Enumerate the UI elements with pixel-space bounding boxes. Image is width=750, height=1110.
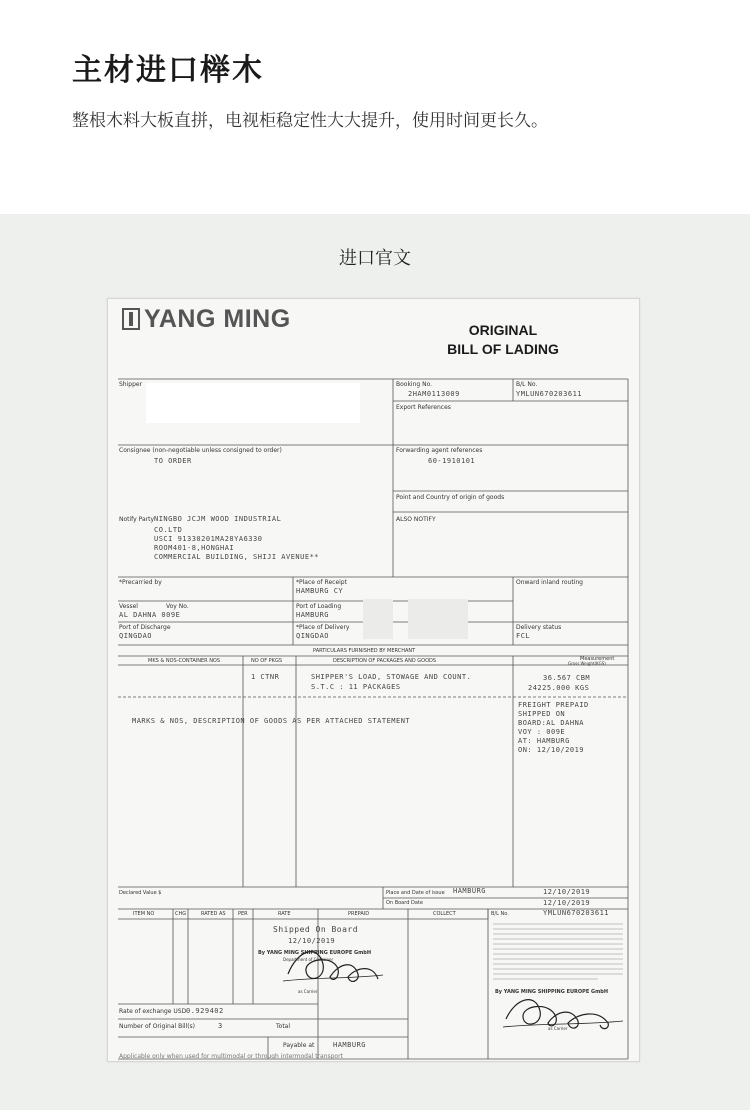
notify-line4: ROOM401-8,HONGHAI	[154, 544, 235, 552]
bill-of-lading-image	[107, 298, 640, 1062]
loading-label: Port of Loading	[296, 603, 342, 610]
notify-line1: NINGBO JCJM WOOD INDUSTRIAL	[154, 515, 282, 523]
col-measure: Measurement	[580, 656, 615, 662]
total-label: Total	[276, 1023, 291, 1030]
freight-line5: AT: HAMBURG	[518, 737, 570, 745]
redacted-shipper	[146, 383, 360, 423]
payable-value: HAMBURG	[333, 1041, 367, 1049]
declared-label: Declared Value $	[119, 890, 162, 896]
particulars-label: PARTICULARS FURNISHED BY MERCHANT	[313, 648, 416, 654]
precarriage-label: *Precarried by	[119, 579, 162, 586]
delivery-status-label: Delivery status	[516, 624, 562, 631]
desc-line1: SHIPPER'S LOAD, STOWAGE AND COUNT.	[311, 673, 472, 681]
onward-label: Onward inland routing	[516, 579, 583, 586]
payable-label: Payable at	[283, 1042, 315, 1049]
carrier-signature-icon	[498, 989, 628, 1034]
notify-line3: USCI 91330201MA28YA6330	[154, 535, 263, 543]
issue-date: 12/10/2019	[543, 888, 591, 896]
freight-line3: BOARD:AL DAHNA	[518, 719, 585, 727]
document-title-line2: BILL OF LADING	[447, 341, 559, 357]
yang-ming-logo-icon	[122, 308, 140, 330]
section-label: 进口官文	[339, 248, 411, 269]
document-title-line1: ORIGINAL	[468, 322, 538, 338]
delivery-status-value: FCL	[516, 632, 531, 640]
freight-line2: SHIPPED ON	[518, 710, 566, 718]
stamp-line3: By YANG MING SHIPPING EUROPE GmbH	[258, 950, 372, 956]
document-section	[0, 214, 750, 1110]
col-rate: RATE	[278, 911, 291, 917]
consignee-value: TO ORDER	[154, 457, 192, 465]
loading-value: HAMBURG	[296, 611, 330, 619]
weight-value: 24225.000 KGS	[528, 684, 590, 692]
freight-line1: FREIGHT PREPAID	[518, 701, 589, 709]
col-pkgs: NO OF PKGS	[251, 658, 283, 664]
booking-value: 2HAM0113009	[408, 390, 460, 398]
discharge-value: QINGDAO	[119, 632, 153, 640]
desc-line2: S.T.C : 11 PACKAGES	[311, 683, 401, 691]
sign-sub: as Carrier	[548, 1026, 568, 1031]
voy-label: Voy No.	[166, 603, 189, 610]
freight-line4: VOY : 009E	[518, 728, 566, 736]
notify-label: Notify Party	[119, 516, 155, 523]
measure-value: 36.567 CBM	[543, 674, 591, 682]
receipt-value: HAMBURG CY	[296, 587, 344, 595]
page-title: 主材进口榉木	[72, 53, 264, 88]
issue-label: Place and Date of issue	[386, 890, 445, 896]
origin-label: Point and Country of origin of goods	[396, 494, 505, 501]
col-item: ITEM NO	[133, 911, 155, 917]
pkgs-value: 1 CTNR	[251, 673, 280, 681]
footer-note: Applicable only when used for multimodal or through intermodal transport	[119, 1053, 343, 1060]
signature-stamp-icon	[278, 939, 388, 994]
freight-line6: ON: 12/10/2019	[518, 746, 585, 754]
consignee-label: Consignee (non-negotiable unless consigned to order)	[119, 447, 282, 454]
bl-no-label2: B/L No.	[491, 911, 509, 917]
notify-line5: COMMERCIAL BUILDING, SHIJI AVENUE**	[154, 553, 320, 561]
sign-line: By YANG MING SHIPPING EUROPE GmbH	[495, 989, 609, 995]
stamp-line5: as Carrier	[298, 989, 318, 994]
col-per: PER	[238, 911, 248, 917]
issue-place: HAMBURG	[453, 887, 487, 895]
export-ref-label: Export References	[396, 404, 451, 411]
vessel-label: Vessel	[119, 603, 138, 610]
rate-exchange-value: 0.929402	[186, 1007, 224, 1015]
vessel-value: AL DAHNA 009E	[119, 611, 181, 619]
onboard-label: On Board Date	[386, 900, 423, 906]
discharge-label: Port of Discharge	[119, 624, 171, 631]
col-rated: RATED AS	[201, 911, 226, 917]
page-subtitle: 整根木料大板直拼，电视柜稳定性大大提升，使用时间更长久。	[72, 111, 548, 131]
delivery-label: *Place of Delivery	[296, 624, 350, 631]
also-notify-label: ALSO NOTIFY	[396, 516, 436, 523]
product-feature-section	[0, 0, 750, 214]
col-desc: DESCRIPTION OF PACKAGES AND GOODS	[333, 658, 437, 664]
col-prepaid: PREPAID	[348, 911, 370, 917]
notify-line2: CO.LTD	[154, 526, 183, 534]
orig-bills-value: 3	[218, 1022, 223, 1030]
forwarding-value: 60-1910101	[428, 457, 476, 465]
bl-label: B/L No.	[516, 381, 538, 388]
rate-exchange-label: Rate of exchange USD	[119, 1008, 187, 1015]
stamp-line1: Shipped On Board	[273, 925, 359, 934]
document-title	[438, 321, 568, 359]
receipt-label: *Place of Receipt	[296, 579, 347, 586]
shipper-label: Shipper	[119, 381, 143, 388]
stamp-line4: Department of Container	[283, 957, 334, 962]
onboard-date: 12/10/2019	[543, 899, 591, 907]
col-collect: COLLECT	[433, 911, 456, 917]
delivery-value: QINGDAO	[296, 632, 330, 640]
bl-no2: YMLUN670203611	[543, 909, 610, 917]
marks-statement: MARKS & NOS, DESCRIPTION OF GOODS AS PER ATTACHED STATEMENT	[132, 717, 411, 725]
forwarding-label: Forwarding agent references	[396, 447, 483, 454]
bl-value: YMLUN670203611	[516, 390, 583, 398]
col-weight: Gross Weight(KGS)	[568, 661, 606, 666]
stamp-line2: 12/10/2019	[288, 937, 336, 945]
company-logo: YANG MING	[144, 305, 291, 333]
booking-label: Booking No.	[396, 381, 433, 388]
col-chg: CHG	[175, 911, 187, 917]
orig-bills-label: Number of Original Bill(s)	[119, 1023, 196, 1030]
col-marks: MKS & NOS-CONTAINER NOS	[148, 658, 221, 664]
